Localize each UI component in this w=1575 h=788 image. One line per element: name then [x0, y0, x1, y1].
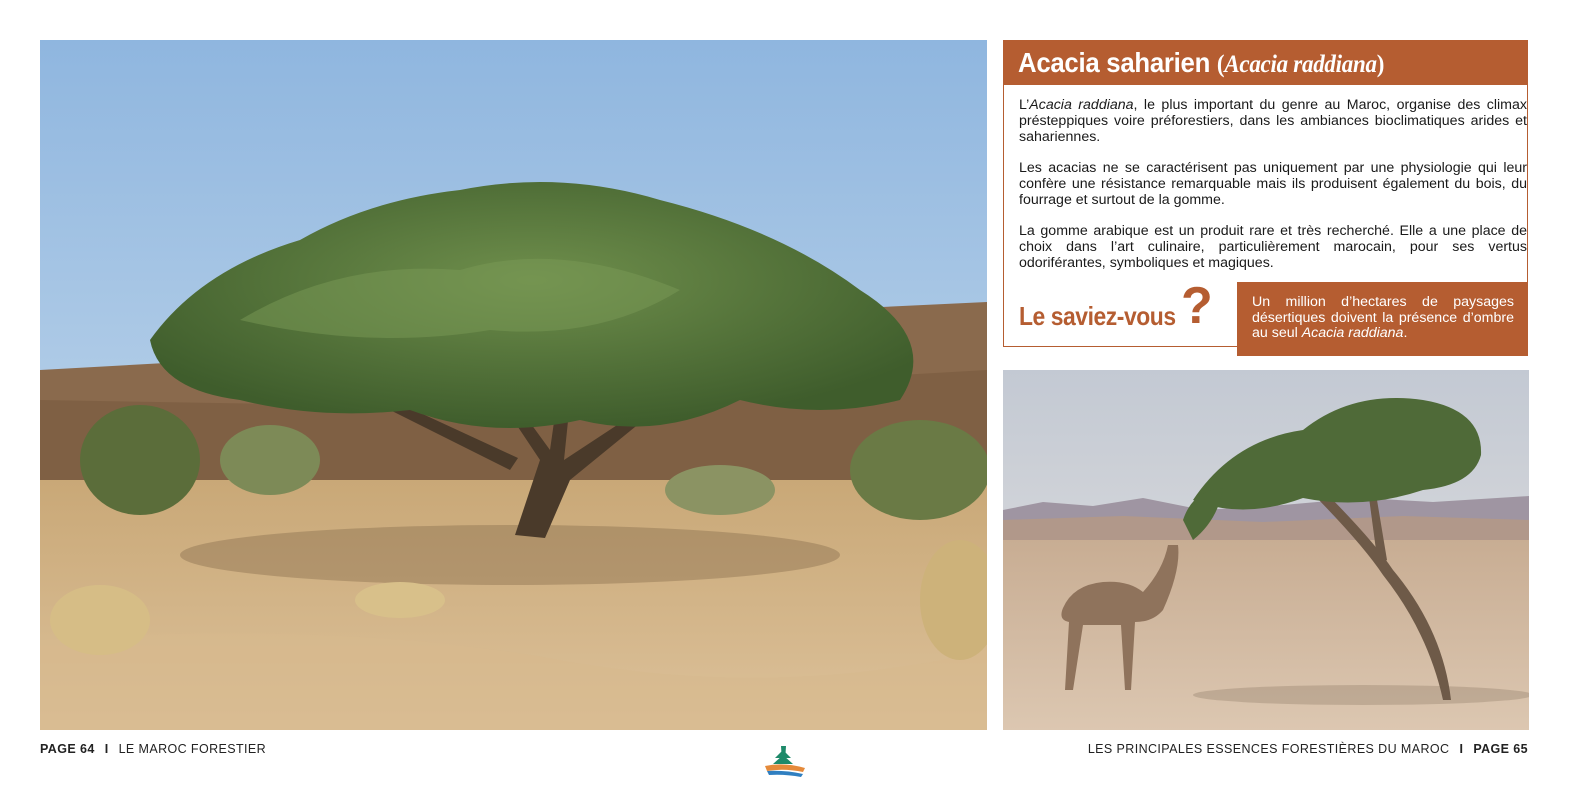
- fact-end: .: [1403, 325, 1408, 341]
- description-text: [1019, 97, 1527, 286]
- paren-open: (: [1216, 50, 1225, 78]
- paragraph-2: Les acacias ne se caractérisent pas uniquement par une physiologie qui leur confère une résistance remarquable mais ils produisent également du bois, du fourrage et surtout de la gomme.: [1019, 160, 1527, 208]
- publisher-logo-icon: [759, 744, 809, 780]
- did-you-know-heading: [1019, 277, 1213, 340]
- paragraph-3: La gomme arabique est un produit rare et très recherché. Elle a une place de choix dans l’art culinaire, particulièrement marocain, pour ses vertus odoriférantes, symboliques et magiques.: [1019, 223, 1527, 271]
- fact-species: Acacia raddiana: [1301, 325, 1404, 341]
- right-page-number: PAGE 65: [1473, 742, 1528, 756]
- camel-acacia-photo: [1003, 370, 1529, 730]
- did-you-know-fact: [1237, 282, 1528, 356]
- left-book-title: LE MAROC FORESTIER: [118, 742, 267, 756]
- fact-text: Un million d’hectares de paysages désertiques doivent la présence d’ombre au seul: [1252, 294, 1514, 341]
- right-section-title: LES PRINCIPALES ESSENCES FORESTIÈRES DU MAROC: [1087, 742, 1450, 756]
- species-title: [1018, 47, 1384, 79]
- question-mark-icon: ?: [1180, 277, 1213, 335]
- did-you-know-label: Le saviez-vous: [1019, 301, 1176, 331]
- species-title-bar: [1003, 40, 1528, 85]
- p1-prefix: L’: [1019, 97, 1030, 113]
- p1-rest: , le plus important du genre au Maroc, organise des climax présteppiques voire préforestiers, dans les ambiances bioclimatiques arides et sahariennes.: [1019, 97, 1527, 145]
- footer-left: [40, 742, 266, 756]
- right-separator: I: [1459, 742, 1464, 756]
- acacia-tree-illustration: [40, 40, 987, 730]
- common-name: Acacia saharien: [1018, 46, 1211, 78]
- paragraph-1: [1019, 97, 1527, 145]
- footer-right: [1088, 742, 1528, 756]
- left-separator: I: [104, 742, 109, 756]
- paren-close: ): [1376, 50, 1385, 78]
- left-page-number: PAGE 64: [40, 742, 95, 756]
- acacia-tree-photo: [40, 40, 987, 730]
- p1-species: Acacia raddiana: [1029, 97, 1134, 113]
- camel-acacia-illustration: [1003, 370, 1529, 730]
- scientific-name: Acacia raddiana: [1224, 50, 1377, 78]
